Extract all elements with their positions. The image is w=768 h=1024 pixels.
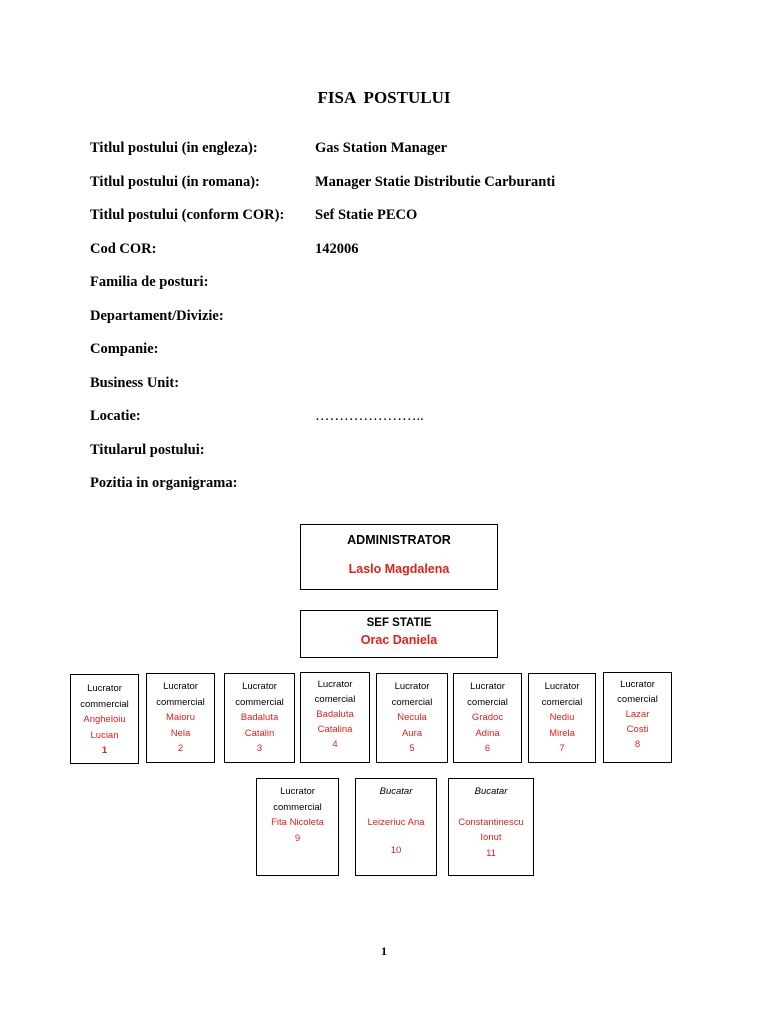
org-number: 1 — [101, 745, 108, 756]
org-number: 11 — [486, 847, 496, 859]
field-label-departament: Departament/Divizie: — [90, 308, 224, 324]
org-name: Maioru — [165, 712, 196, 723]
org-role: Lucrator — [394, 681, 430, 692]
org-name: Ionut — [480, 832, 502, 843]
org-role: commercial — [273, 801, 322, 813]
org-name: Fita Nicoleta — [271, 817, 324, 828]
org-name: Necula — [397, 712, 427, 723]
field-label-companie: Companie: — [90, 341, 159, 357]
org-number: 3 — [256, 743, 263, 754]
field-value-title-ro: Manager Statie Distributie Carburanti — [315, 174, 556, 190]
org-role: commercial — [235, 696, 284, 708]
field-label-locatie: Locatie: — [90, 408, 141, 424]
org-role: SEF STATIE — [366, 617, 432, 629]
field-label-pozitia: Pozitia in organigrama: — [90, 475, 238, 491]
org-role: commercial — [80, 698, 129, 710]
field-value-title-cor: Sef Statie PECO — [315, 207, 418, 223]
org-role: ADMINISTRATOR — [347, 533, 451, 547]
org-box-employee-11 — [448, 778, 534, 876]
org-role: Lucrator — [620, 679, 655, 690]
org-number: 8 — [634, 739, 641, 750]
org-number: 7 — [559, 743, 565, 754]
org-name: Constantinescu — [458, 816, 524, 828]
org-name: Orac Daniela — [360, 633, 438, 647]
org-number: 4 — [332, 739, 338, 750]
org-box-employee-6 — [453, 673, 522, 763]
org-name: Catalin — [244, 727, 275, 739]
field-value-locatie: ………………….. — [315, 408, 424, 424]
org-box-employee-7 — [528, 673, 596, 763]
org-number: 2 — [177, 743, 184, 754]
field-label-title-cor: Titlul postului (conform COR): — [90, 207, 285, 223]
page-number: 1 — [381, 944, 387, 958]
org-name: Badaluta — [240, 712, 279, 723]
field-label-cod-cor: Cod COR: — [90, 241, 157, 257]
org-name: Angheloiu — [83, 714, 126, 725]
field-label-title-ro: Titlul postului (in romana): — [90, 174, 260, 190]
org-box-administrator — [300, 524, 498, 590]
org-name: Catalina — [317, 724, 353, 735]
org-role: Lucrator — [280, 786, 315, 797]
org-number: 10 — [390, 845, 402, 856]
org-number: 5 — [409, 743, 415, 754]
org-role: Lucrator — [544, 681, 580, 692]
org-role: Lucrator — [470, 681, 505, 692]
org-name: Gradoc — [471, 712, 504, 723]
org-role: comercial — [391, 696, 433, 708]
document-title: FISA POSTULUI — [317, 88, 451, 107]
org-name: Badaluta — [316, 709, 354, 720]
field-label-familia: Familia de posturi: — [90, 274, 209, 290]
org-name: Laslo Magdalena — [348, 562, 450, 576]
org-name: Costi — [626, 724, 649, 735]
org-name: Nela — [170, 727, 191, 739]
org-number: 6 — [484, 743, 491, 754]
field-label-business-unit: Business Unit: — [90, 375, 180, 391]
org-role: Lucrator — [317, 679, 353, 690]
org-name: Lucian — [90, 729, 119, 741]
org-box-employee-5 — [376, 673, 448, 763]
field-label-titular: Titularul postului: — [90, 442, 205, 458]
org-box-employee-3 — [224, 673, 295, 763]
org-box-sef-statie — [300, 610, 498, 658]
field-value-cod-cor: 142006 — [315, 241, 359, 257]
field-value-title-en: Gas Station Manager — [315, 140, 448, 156]
org-name: Adina — [475, 727, 500, 739]
org-name: Mirela — [549, 727, 575, 739]
org-role: Lucrator — [242, 681, 277, 692]
org-box-employee-1 — [70, 674, 139, 764]
org-role: commercial — [156, 696, 205, 708]
org-role: Lucrator — [163, 681, 198, 692]
org-name: Lazar — [625, 709, 650, 720]
org-role: Bucatar — [474, 786, 508, 797]
org-role: comercial — [467, 696, 508, 708]
org-number: 9 — [294, 832, 301, 844]
org-name: Aura — [401, 727, 423, 739]
org-box-employee-10 — [355, 778, 437, 876]
org-role: comercial — [617, 694, 658, 705]
org-box-employee-4 — [300, 672, 370, 763]
org-role: Lucrator — [87, 683, 122, 694]
org-box-employee-8 — [603, 672, 672, 763]
org-box-employee-2 — [146, 673, 215, 763]
org-role: comercial — [314, 694, 356, 705]
org-name: Leizeriuc Ana — [367, 816, 425, 828]
org-role: comercial — [541, 696, 583, 708]
field-label-title-en: Titlul postului (in engleza): — [90, 140, 258, 156]
org-name: Nediu — [549, 712, 575, 723]
org-role: Bucatar — [379, 786, 413, 797]
org-box-employee-9 — [256, 778, 339, 876]
